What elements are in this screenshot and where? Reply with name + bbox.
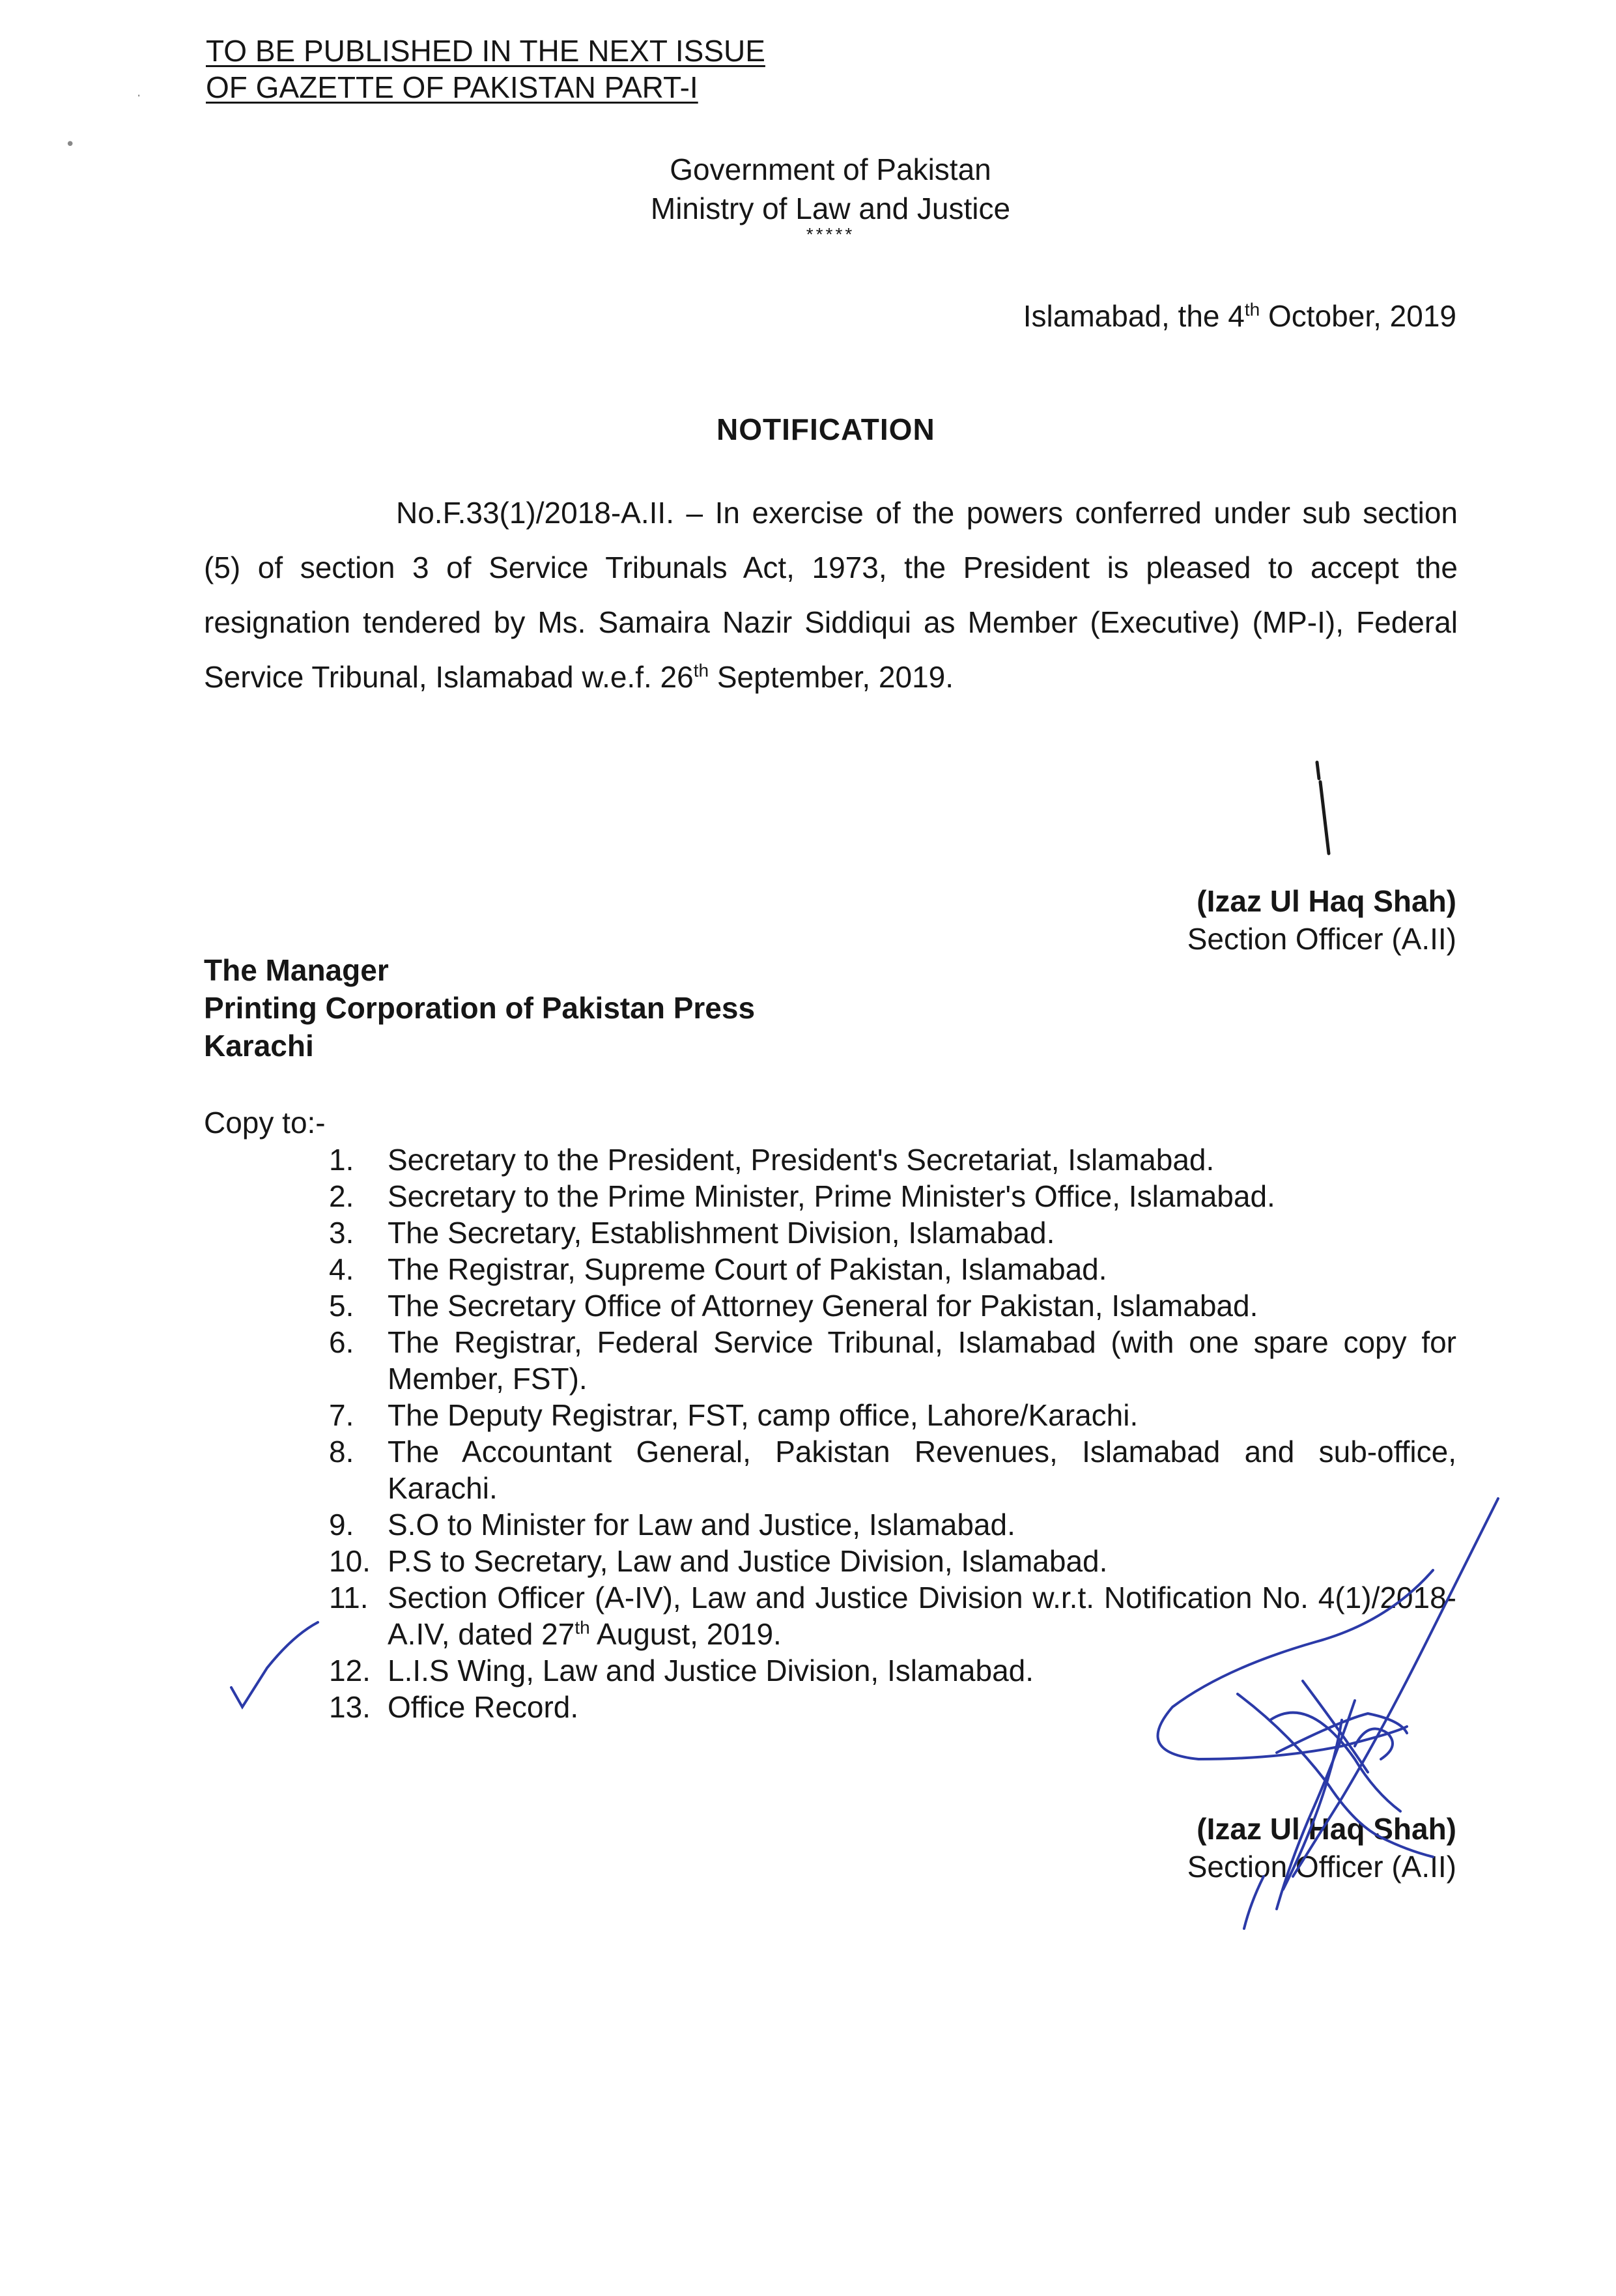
body-text-end: September, 2019.: [709, 660, 954, 694]
date-suffix: October, 2019: [1260, 299, 1456, 333]
list-text: P.S to Secretary, Law and Justice Division, Islamabad.: [388, 1544, 1108, 1578]
separator-stars: *****: [806, 224, 855, 244]
list-number: 3.: [329, 1216, 354, 1250]
margin-mark: .: [137, 84, 141, 100]
list-text: The Registrar, Federal Service Tribunal, Islamabad (with one spare copy for Member, FST).: [388, 1325, 1456, 1396]
list-number: 10.: [329, 1544, 371, 1578]
list-text: The Secretary Office of Attorney General for Pakistan, Islamabad.: [388, 1289, 1258, 1323]
list-number: 7.: [329, 1398, 354, 1432]
gazette-line-2: OF GAZETTE OF PAKISTAN PART-I: [206, 70, 698, 104]
date-ordinal: th: [1244, 299, 1260, 320]
list-number: 4.: [329, 1252, 354, 1286]
signatory-name: (Izaz Ul Haq Shah): [1197, 884, 1456, 918]
list-number: 9.: [329, 1508, 354, 1542]
list-text: The Secretary, Establishment Division, Islamabad.: [388, 1216, 1055, 1250]
tick-mark-icon: [231, 1622, 318, 1707]
list-text: L.I.S Wing, Law and Justice Division, Islamabad.: [388, 1654, 1034, 1687]
pen-signature-icon: [1158, 1499, 1499, 1929]
list-number: 11.: [329, 1581, 369, 1614]
body-text: No.F.33(1)/2018-A.II. – In exercise of the powers conferred under sub section (5) of section 3 of Service Tribunals Act, 1973, the President is pleased to accept the resignation tendered by Ms. Samaira Nazir Siddiqui as Member (Executive) (MP-I), Federal Service Tribunal, Islamabad w.e.f. 26: [204, 496, 1458, 694]
gazette-line-1: TO BE PUBLISHED IN THE NEXT ISSUE: [206, 34, 765, 68]
ministry-name: Ministry of Law and Justice: [650, 192, 1011, 225]
signatory-designation: Section Officer (A.II): [1187, 1850, 1456, 1884]
list-number: 5.: [329, 1289, 354, 1323]
addressee-line-1: The Manager: [204, 953, 389, 987]
list-ordinal: th: [574, 1617, 590, 1638]
copy-to-label: Copy to:-: [204, 1106, 326, 1140]
list-text: Secretary to the President, President's Secretariat, Islamabad.: [388, 1143, 1215, 1177]
list-text: The Deputy Registrar, FST, camp office, Lahore/Karachi.: [388, 1398, 1139, 1432]
addressee-line-2: Printing Corporation of Pakistan Press: [204, 991, 756, 1025]
initial-stroke: [1317, 762, 1329, 854]
list-text: S.O to Minister for Law and Justice, Islamabad.: [388, 1508, 1015, 1542]
signatory-designation: Section Officer (A.II): [1187, 922, 1456, 956]
date-prefix: Islamabad, the 4: [1023, 299, 1245, 333]
list-number: 1.: [329, 1143, 354, 1177]
addressee-line-3: Karachi: [204, 1029, 314, 1063]
signatory-name: (Izaz Ul Haq Shah): [1197, 1812, 1456, 1846]
document-title: NOTIFICATION: [716, 412, 935, 446]
list-text: Secretary to the Prime Minister, Prime Minister's Office, Islamabad.: [388, 1179, 1275, 1213]
list-number: 6.: [329, 1325, 354, 1359]
list-number: 8.: [329, 1435, 354, 1469]
margin-dot: •: [65, 135, 76, 154]
list-text: Office Record.: [388, 1690, 579, 1724]
body-ordinal: th: [693, 660, 709, 681]
list-text-end: August, 2019.: [589, 1617, 782, 1651]
list-text: The Accountant General, Pakistan Revenues, Islamabad and sub-office, Karachi.: [388, 1435, 1456, 1505]
list-number: 2.: [329, 1179, 354, 1213]
list-text: The Registrar, Supreme Court of Pakistan, Islamabad.: [388, 1252, 1107, 1286]
government-name: Government of Pakistan: [670, 152, 991, 186]
list-text-part: Section Officer (A-IV), Law and Justice Division w.r.t. Notification No. 4(1)/2018-A.IV, dated 27: [388, 1581, 1456, 1651]
list-number: 12.: [329, 1654, 371, 1687]
list-number: 13.: [329, 1690, 371, 1724]
